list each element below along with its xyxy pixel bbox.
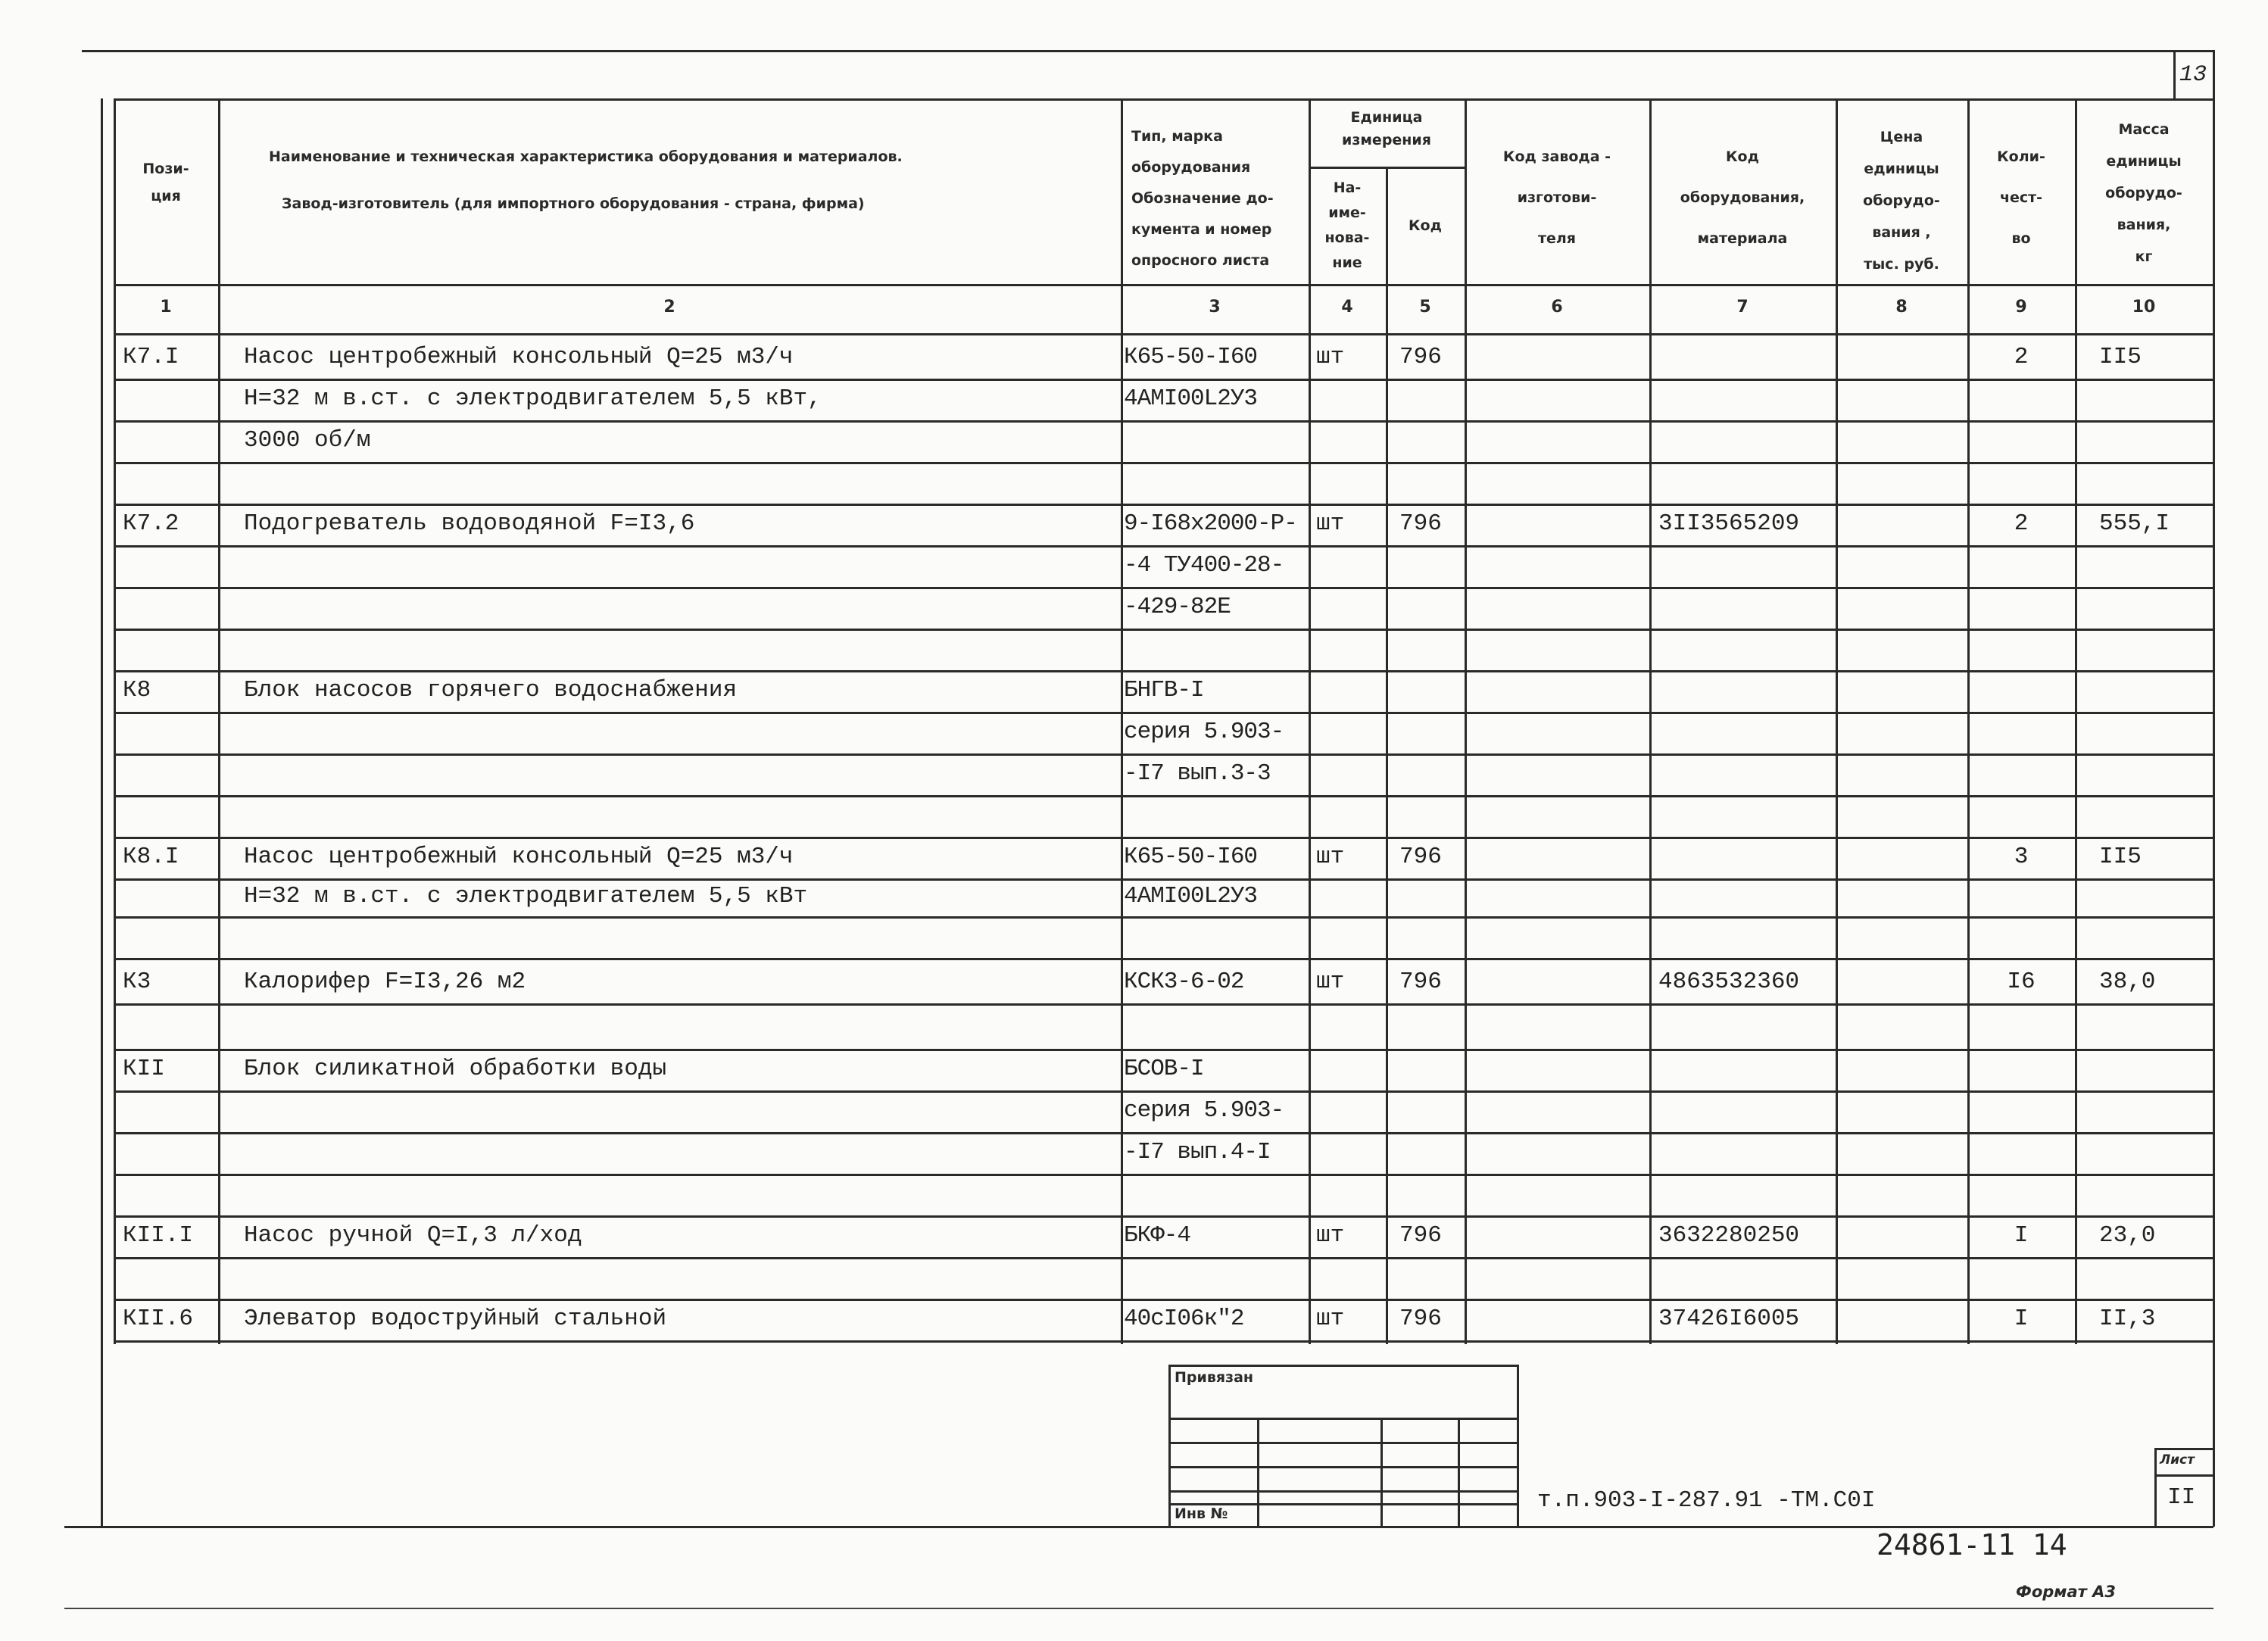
col-number: 3: [1209, 298, 1221, 317]
cell-name: Элеватор водоструйный стальной: [244, 1306, 667, 1332]
header-text: ция: [151, 188, 181, 204]
col-number: 7: [1736, 298, 1749, 317]
col-number: 10: [2132, 298, 2156, 317]
cell-name: Подогреватель водоводяной F=I3,6: [244, 510, 695, 537]
tb-line: [1168, 1365, 1171, 1526]
row-line: [114, 545, 2214, 548]
header-name-line2: Завод-изготовитель (для импортного оборудования - страна, фирма): [282, 195, 865, 212]
header-text: Единица: [1350, 109, 1423, 126]
tb-line: [1168, 1365, 1517, 1367]
cell-pos: КII: [123, 1056, 165, 1082]
col-number: 6: [1551, 298, 1563, 317]
left-border: [101, 98, 103, 1527]
row-line: [114, 1049, 2214, 1051]
row-line: [114, 587, 2214, 589]
cell-type: К65-50-I60: [1124, 844, 1258, 870]
header-text: измерения: [1342, 132, 1431, 148]
header-factory-code: [1465, 136, 1649, 259]
cell-mass: 555,I: [2099, 510, 2170, 537]
inventory-label: Инв №: [1175, 1505, 1228, 1522]
row-line: [114, 462, 2214, 464]
header-text: чест-: [1999, 189, 2043, 206]
header-text: оборудования: [1131, 159, 1251, 176]
cell-pos: К7.I: [123, 344, 179, 370]
header-text: во: [2011, 230, 2031, 247]
archive-number: 24861-11 14: [1876, 1528, 2067, 1561]
col-line: [114, 98, 116, 1344]
cell-unit: шт: [1316, 1222, 1345, 1249]
cell-equip-code: 4863532360: [1658, 969, 1800, 995]
header-text: име-: [1328, 204, 1366, 221]
cell-type: -I7 вып.4-I: [1124, 1139, 1271, 1165]
col-number: 1: [160, 298, 172, 317]
tb-line: [2154, 1474, 2213, 1477]
cell-name: 3000 об/м: [244, 427, 371, 454]
header-text: Коли-: [1997, 148, 2045, 165]
cell-mass: II,3: [2099, 1306, 2156, 1332]
header-text: оборудо-: [2105, 185, 2182, 201]
cell-unit: шт: [1316, 844, 1345, 870]
row-line: [114, 504, 2214, 506]
cell-type: 40сI06к"2: [1124, 1306, 1244, 1332]
cell-type: 4АМI00L2У3: [1124, 883, 1258, 909]
col-number: 9: [2015, 298, 2027, 317]
row-line: [114, 1174, 2214, 1176]
tb-line: [2154, 1448, 2213, 1450]
row-line: [114, 420, 2214, 423]
cell-name: Блок насосов горячего водоснабжения: [244, 677, 738, 704]
cell-name: Блок силикатной обработки воды: [244, 1056, 667, 1082]
cell-name: Калорифер F=I3,26 м2: [244, 969, 526, 995]
header-equipment-code: [1649, 136, 1836, 259]
header-text: вания ,: [1872, 224, 1931, 241]
header-text: опросного листа: [1131, 252, 1270, 269]
cell-pos: КII.6: [123, 1306, 194, 1332]
header-text: Код завода -: [1502, 148, 1611, 165]
row-line: [114, 712, 2214, 714]
cell-mass: II5: [2099, 344, 2142, 370]
tb-line: [1517, 1365, 1519, 1526]
row-line: [114, 878, 2214, 881]
sheet-label: Лист: [2160, 1452, 2195, 1468]
row-line: [114, 1003, 2214, 1006]
row-line: [114, 753, 2214, 756]
cell-code: 796: [1399, 344, 1442, 370]
header-text: единицы: [1864, 161, 1939, 177]
header-position: [114, 155, 218, 210]
col-number: 4: [1341, 298, 1353, 317]
cell-equip-code: 3II3565209: [1658, 510, 1800, 537]
tb-line: [1168, 1418, 1517, 1420]
header-text: Масса: [2118, 121, 2170, 138]
table-top: [114, 98, 2214, 101]
header-text: ние: [1332, 254, 1362, 271]
col-number: 2: [663, 298, 675, 317]
paper-format: Формат А3: [2016, 1583, 2116, 1601]
tb-line: [1168, 1442, 1517, 1444]
cell-code: 796: [1399, 969, 1442, 995]
cell-name: Н=32 м в.ст. с электродвигателем 5,5 кВт: [244, 883, 808, 909]
document-designation: т.п.903-I-287.91 -ТМ.С0I: [1537, 1487, 1876, 1514]
row-line: [114, 1299, 2214, 1301]
header-type: [1124, 121, 1309, 276]
cell-equip-code: 37426I6005: [1658, 1306, 1800, 1332]
row-line: [114, 670, 2214, 672]
col-number: 8: [1895, 298, 1908, 317]
corner-tick: [2173, 50, 2176, 100]
col-line: [1309, 98, 1311, 1344]
sheet-number: II: [2167, 1484, 2196, 1511]
header-price: [1836, 121, 1967, 280]
cell-type: -I7 вып.3-3: [1124, 760, 1271, 787]
header-mass: [2075, 114, 2213, 273]
row-line: [114, 958, 2214, 960]
cell-name: Насос ручной Q=I,3 л/ход: [244, 1222, 582, 1249]
header-text: теля: [1537, 230, 1576, 247]
row-line: [114, 916, 2214, 919]
tb-line: [1380, 1418, 1383, 1526]
header-text: Код: [1726, 148, 1759, 165]
header-text: Цена: [1880, 129, 1923, 145]
cell-qty: 3: [2014, 844, 2029, 870]
header-text: кг: [2135, 248, 2153, 265]
col-line: [1836, 98, 1838, 1344]
cell-qty: 2: [2014, 344, 2029, 370]
cell-code: 796: [1399, 1222, 1442, 1249]
tb-line: [1168, 1466, 1517, 1468]
cell-type: 9-I68х2000-Р-: [1124, 510, 1297, 537]
header-unit-name: [1309, 176, 1386, 276]
col-line: [1386, 167, 1388, 1344]
header-name-line1: Наименование и техническая характеристика оборудования и материалов.: [269, 148, 903, 165]
cell-type: КСК3-6-02: [1124, 969, 1244, 995]
row-line: [114, 795, 2214, 797]
cell-pos: К8.I: [123, 844, 179, 870]
col-line: [2075, 98, 2077, 1344]
tb-line: [1458, 1418, 1460, 1526]
row-line: [114, 1215, 2214, 1218]
col-line: [1649, 98, 1652, 1344]
col-line: [1121, 98, 1123, 1344]
cell-qty: I: [2014, 1306, 2029, 1332]
cell-qty: I6: [2007, 969, 2036, 995]
col-line: [1967, 98, 1970, 1344]
header-text: единицы: [2106, 153, 2182, 170]
header-text: тыс. руб.: [1864, 256, 1939, 273]
row-line: [114, 1132, 2214, 1134]
cell-code: 796: [1399, 510, 1442, 537]
header-text: Обозначение до-: [1131, 190, 1274, 207]
cell-code: 796: [1399, 1306, 1442, 1332]
row-line: [114, 629, 2214, 631]
header-quantity: [1967, 136, 2075, 259]
footer-line: [64, 1608, 2213, 1609]
header-text: кумента и номер: [1131, 221, 1272, 238]
top-border: [82, 50, 2215, 52]
tb-line: [1168, 1490, 1517, 1493]
header-unit-code: Код: [1409, 217, 1442, 234]
cell-name: Насос центробежный консольный Q=25 м3/ч: [244, 844, 794, 870]
cell-name: Н=32 м в.ст. с электродвигателем 5,5 кВт,: [244, 385, 822, 412]
right-border: [2213, 50, 2215, 1527]
numbers-bottom: [114, 333, 2214, 335]
row-line: [114, 1340, 2214, 1343]
cell-equip-code: 3632280250: [1658, 1222, 1800, 1249]
header-text: Тип, марка: [1131, 128, 1223, 145]
col-line: [1465, 98, 1467, 1344]
cell-unit: шт: [1316, 1306, 1345, 1332]
tb-line: [2154, 1448, 2157, 1526]
row-line: [114, 837, 2214, 839]
cell-pos: К3: [123, 969, 151, 995]
header-text: Пози-: [142, 161, 189, 177]
row-line: [114, 379, 2214, 381]
cell-type: БСОВ-I: [1124, 1056, 1204, 1082]
privyazan-label: Привязан: [1175, 1369, 1254, 1386]
cell-type: серия 5.903-: [1124, 719, 1284, 745]
cell-pos: К7.2: [123, 510, 179, 537]
header-text: нова-: [1324, 229, 1370, 246]
cell-type: 4АМI00L2У3: [1124, 385, 1258, 412]
col-number: 5: [1419, 298, 1431, 317]
header-text: На-: [1333, 179, 1362, 196]
row-line: [114, 1257, 2214, 1259]
cell-mass: II5: [2099, 844, 2142, 870]
header-text: материала: [1697, 230, 1788, 247]
header-text: вания,: [2117, 217, 2171, 233]
header-unit-group: [1309, 106, 1465, 151]
tb-line: [1257, 1418, 1259, 1526]
header-text: изготови-: [1517, 189, 1597, 206]
header-bottom: [114, 284, 2214, 286]
corner-sheet-number: 13: [2179, 62, 2207, 88]
cell-type: серия 5.903-: [1124, 1097, 1284, 1124]
cell-type: БКФ-4: [1124, 1222, 1191, 1249]
cell-qty: 2: [2014, 510, 2029, 537]
cell-type: -429-82Е: [1124, 594, 1231, 620]
col-line: [218, 98, 220, 1344]
cell-pos: КII.I: [123, 1222, 194, 1249]
row-line: [114, 1090, 2214, 1093]
cell-pos: К8: [123, 677, 151, 704]
cell-name: Насос центробежный консольный Q=25 м3/ч: [244, 344, 794, 370]
cell-unit: шт: [1316, 969, 1345, 995]
header-text: оборудо-: [1863, 192, 1940, 209]
cell-mass: 23,0: [2099, 1222, 2156, 1249]
cell-qty: I: [2014, 1222, 2029, 1249]
cell-type: -4 ТУ400-28-: [1124, 552, 1284, 579]
cell-code: 796: [1399, 844, 1442, 870]
cell-type: БНГВ-I: [1124, 677, 1204, 704]
header-text: оборудования,: [1680, 189, 1805, 206]
cell-mass: 38,0: [2099, 969, 2156, 995]
cell-unit: шт: [1316, 344, 1345, 370]
cell-unit: шт: [1316, 510, 1345, 537]
cell-type: К65-50-I60: [1124, 344, 1258, 370]
